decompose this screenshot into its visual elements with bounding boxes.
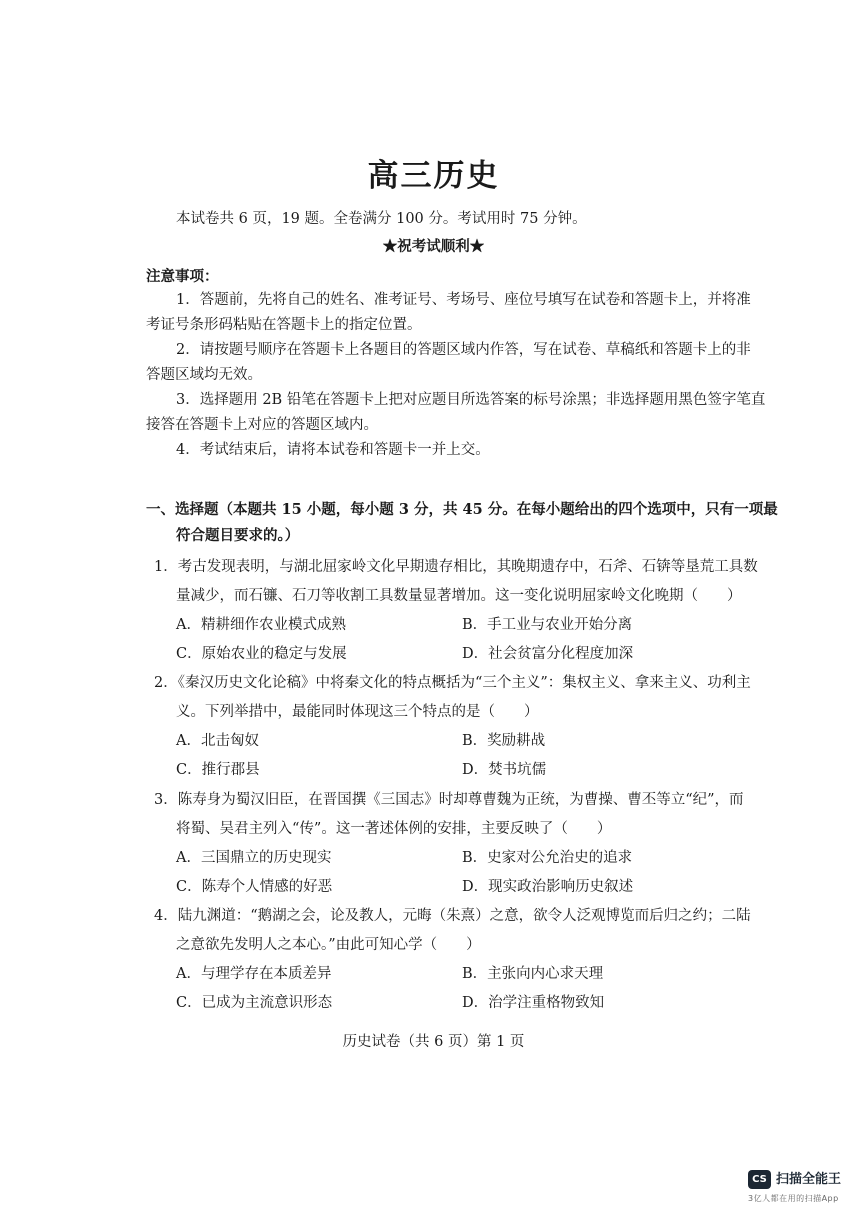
question-stem-cont: 将蜀、吴君主列入“传”。这一著述体例的安排，主要反映了（ ）: [176, 821, 612, 837]
page-footer: 历史试卷（共 6 页）第 1 页: [342, 1034, 525, 1050]
exam-info: 本试卷共 6 页，19 题。全卷满分 100 分。考试用时 75 分钟。: [176, 211, 587, 227]
option-d: D．治学注重格物致知: [462, 995, 605, 1011]
notice-item: 2．请按题号顺序在答题卡上各题目的答题区域内作答，写在试卷、草稿纸和答题卡上的非: [176, 342, 751, 358]
option-a: A．三国鼎立的历史现实: [176, 850, 332, 866]
option-c: C．陈寿个人情感的好恶: [176, 879, 333, 895]
notice-item-cont: 答题区域均无效。: [146, 367, 262, 383]
option-a: A．北击匈奴: [176, 733, 259, 749]
watermark-name: 扫描全能王: [776, 1172, 842, 1187]
question-stem-cont: 义。下列举措中，最能同时体现这三个特点的是（ ）: [176, 704, 539, 720]
option-b: B．奖励耕战: [462, 733, 546, 749]
option-d: D．现实政治影响历史叙述: [462, 879, 634, 895]
question-stem: 2．《秦汉历史文化论稿》中将秦文化的特点概括为“三个主义”：集权主义、拿来主义、功利主: [154, 675, 751, 691]
scanner-watermark: [748, 1168, 848, 1212]
section-heading-cont: 符合题目要求的。）: [176, 527, 300, 544]
option-a: A．与理学存在本质差异: [176, 966, 332, 982]
question-stem: 4．陆九渊道：“鹅湖之会，论及教人，元晦（朱熹）之意，欲令人泛观博览而后归之约；二陆: [154, 908, 751, 924]
option-a: A．精耕细作农业模式成熟: [176, 617, 346, 633]
notice-item: 4．考试结束后，请将本试卷和答题卡一并上交。: [176, 442, 490, 458]
option-b: B．主张向内心求天理: [462, 966, 604, 982]
notice-item-cont: 考证号条形码粘贴在答题卡上的指定位置。: [146, 317, 422, 333]
blessing: ★祝考试顺利★: [382, 238, 485, 255]
notice-item: 1．答题前，先将自己的姓名、准考证号、考场号、座位号填写在试卷和答题卡上，并将准: [176, 292, 751, 308]
watermark-tagline: 3亿人都在用的扫描App: [748, 1194, 839, 1203]
section-heading: 一、选择题（本题共 15 小题，每小题 3 分，共 45 分。在每小题给出的四个选项中，只有一项最: [146, 501, 778, 518]
page-title: 高三历史: [367, 158, 500, 194]
notice-item: 3．选择题用 2B 铅笔在答题卡上把对应题目所选答案的标号涂黑；非选择题用黑色签字笔直: [176, 392, 766, 408]
question-stem-cont: 之意欲先发明人之本心。”由此可知心学（ ）: [176, 937, 481, 953]
camscanner-logo-icon: CS: [748, 1170, 771, 1189]
question-stem: 3．陈寿身为蜀汉旧臣，在晋国撰《三国志》时却尊曹魏为正统，为曹操、曹丕等立“纪”，而: [154, 792, 744, 808]
question-stem: 1．考古发现表明，与湖北屈家岭文化早期遗存相比，其晚期遗存中，石斧、石锛等垦荒工具数: [154, 559, 758, 575]
option-b: B．手工业与农业开始分离: [462, 617, 633, 633]
option-c: C．已成为主流意识形态: [176, 995, 333, 1011]
option-c: C．推行郡县: [176, 762, 260, 778]
question-stem-cont: 量减少，而石镰、石刀等收割工具数量显著增加。这一变化说明屈家岭文化晚期（ ）: [176, 588, 742, 604]
option-c: C．原始农业的稳定与发展: [176, 646, 347, 662]
option-d: D．焚书坑儒: [462, 762, 547, 778]
option-b: B．史家对公允治史的追求: [462, 850, 633, 866]
notice-heading: 注意事项：: [146, 268, 219, 285]
notice-item-cont: 接答在答题卡上对应的答题区域内。: [146, 417, 378, 433]
option-d: D．社会贫富分化程度加深: [462, 646, 634, 662]
